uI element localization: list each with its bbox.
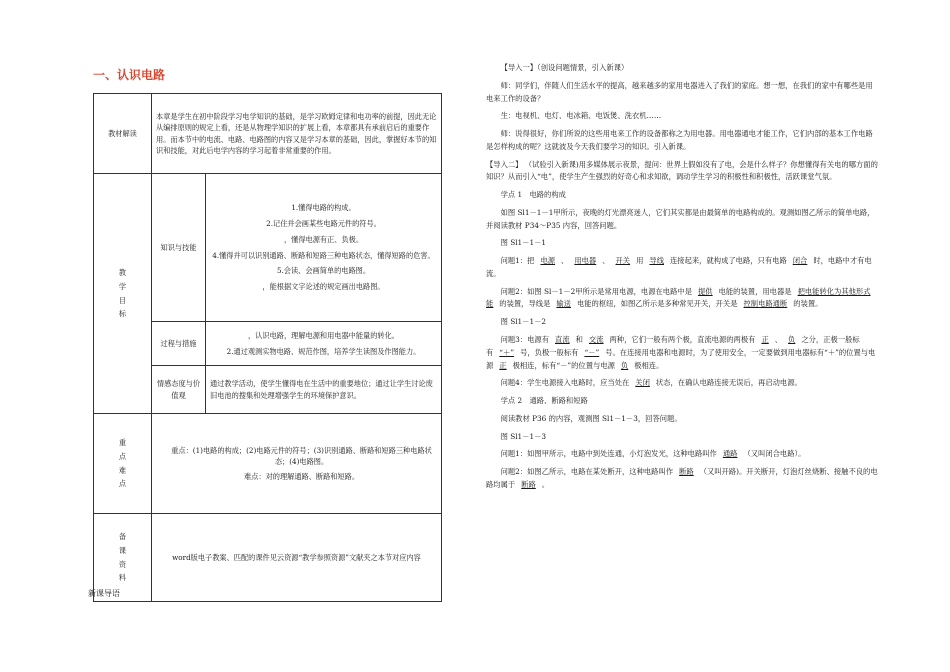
question-2-2: 问题2：如图乙所示，电路在某处断开，这种电路叫作 断路 （又叫开路)。开关断开，灯泡灯丝烧断、接触不良的电路均属于 断路 。 (486, 467, 878, 489)
zhongnan-text: 重点：(1)电路的构成；(2)电路元件的符号；(3)识别通路、断路和短路三种电路状态；(4)电路图。 难点：对的理解通路、断路和短路。 (152, 414, 442, 514)
footer-label: 新课导语 (88, 589, 120, 598)
daoru2-paragraph: 【导入二】 （试验引入新课)用多媒体展示夜景，提问：世界上假如没有了电，会是什么样子？你想懂得有关电的哪方面的知识？从而引入“电”，使学生产生强烈的好奇心和求知欲，调动学生学习的积极性和积极性，活跃课堂气氛。 (486, 159, 878, 182)
row-zhishi (94, 174, 442, 322)
right-column (486, 62, 878, 497)
daoru1-student: 生：电视机、电灯、电冰箱、电饭煲、洗衣机…… (500, 111, 662, 121)
beike-label: 备 课 资 料 (94, 514, 152, 602)
question-1-1: 问题1：把 电源 、 用电器 、 开关 用 导线 连接起来，就构成了电路，只有电路 闭合 时，电路中才有电流。 (486, 256, 872, 278)
question-1-3: 问题3：电源有 直流 和 交流 两种，它们一般有两个极，直流电源的两极有 正 、 负 之分，正极一般标有 “＋” 号，负极一般标有 “－” 号。在连接用电器和电源时，为了使用安全，一定要做到用电器标有“＋”的位置与电源 正 极相连，标有“－”的位置与电源 负 极相连。 (486, 335, 876, 370)
zhishi-items: 1.懂得电路的构成。 2.记住并会画某些电路元件的符号。 ，懂得电源有正、负极。 4.懂得并可以识别通路、断路和短路三种电路状态，懂得短路的危害。 5.会读、会画简单的电路图。 ，能根据文字论述的规定画出电路图。 (206, 174, 442, 322)
lesson-plan-table (93, 93, 442, 602)
zhishi-label: 知识与技能 (152, 174, 206, 322)
daoru1-teacher2: 师：说得很好，你们所说的这些用电来工作的设备都称之为用电器。用电器通电才能工作，它们内部的基本工作电路是怎样构成的呢？这就波及今天我们要学习的知识。引入新课。 (486, 129, 873, 151)
xuedian2-intro: 阅读教材 P36 的内容，观测图 Sl1－1－3，回答问题。 (500, 413, 682, 423)
row-jiaocai (94, 94, 442, 174)
daoru1-heading: 【导入一】（创设问题情景，引入新课） (500, 63, 629, 72)
qinggan-label: 情感态度与价值观 (152, 366, 206, 414)
guocheng-label: 过程与措施 (152, 322, 206, 366)
jiaocai-label: 教材解读 (94, 94, 152, 174)
beike-text: word版电子教案、匹配的课件见云资源“教学参照资源”文献夹之本节对应内容 (152, 514, 442, 602)
mubiao-label: 教 学 目 标 (94, 174, 152, 414)
xuedian1-heading: 学点 1 电路的构成 (500, 190, 566, 200)
figure-caption-1: 图 Sl1－1－1 (500, 238, 547, 248)
question-2-1: 问题1：如图甲所示，电路中到处连通，小灯泡发光，这种电路叫作 通路 （又叫闭合电路）。 (500, 449, 806, 459)
question-1-4: 问题4：学生电源接入电路时，应当处在 关闭 状态，在确认电路连接无误后，再启动电源。 (500, 378, 802, 388)
jiaocai-text: 本章是学生在初中阶段学习电学知识的基础，是学习欧姆定律和电功率的前提，因此无论从编排原则的规定上看，还是从物理学知识的扩展上看，本章都具有承前启后的重要作用。而本节中的电流、电路、电路图的内容又是学习本章的基础，因此，掌握好本节的知识和技能，对此后电学内容的学习起着非常重要的作用。 (152, 94, 442, 174)
qinggan-text: 通过教学活动，使学生懂得电在生活中的重要地位；通过让学生讨论废旧电池的搜集和处理增强学生的环境保护意识。 (206, 366, 442, 414)
zhongnan-label: 重 点 难 点 (94, 414, 152, 514)
xuedian1-intro: 如图 Sl1－1－1甲所示，夜晚的灯光漂亮迷人，它们其实都是由最简单的电路构成的。观测如图乙所示的简单电路，并阅读教材 P34～P35 内容，回答问题。 (486, 207, 875, 230)
figure-caption-2: 图 Sl1－1－2 (500, 317, 547, 327)
guocheng-items: ，认识电路，理解电源和用电器中能量的转化。 2.通过观测实物电路、规范作图，培养学生读图及作图能力。 (206, 322, 442, 366)
section-title: 一、认识电路 (93, 68, 166, 82)
xuedian2-heading: 学点 2 通路、断路和短路 (500, 396, 588, 406)
figure-caption-3: 图 Sl1－1－3 (500, 431, 547, 441)
row-beike (94, 514, 442, 602)
question-1-2: 问题2：如图 Sl－1－2甲所示是常用电源，电源在电路中是 提供 电能的装置，用电器是 把电能转化为其他形式能 的装置，导线是 输送 电能的枢纽，如图乙所示是多种常见开关，开关是 控制电路通断 的装置。 (486, 286, 871, 309)
daoru1-teacher: 师：同学们，伴随人们生活水平的提高，越来越多的家用电器进入了我们的家庭。想一想，在我们的家中有哪些是用电来工作的设备？ (486, 80, 873, 103)
row-zhongnan (94, 414, 442, 514)
